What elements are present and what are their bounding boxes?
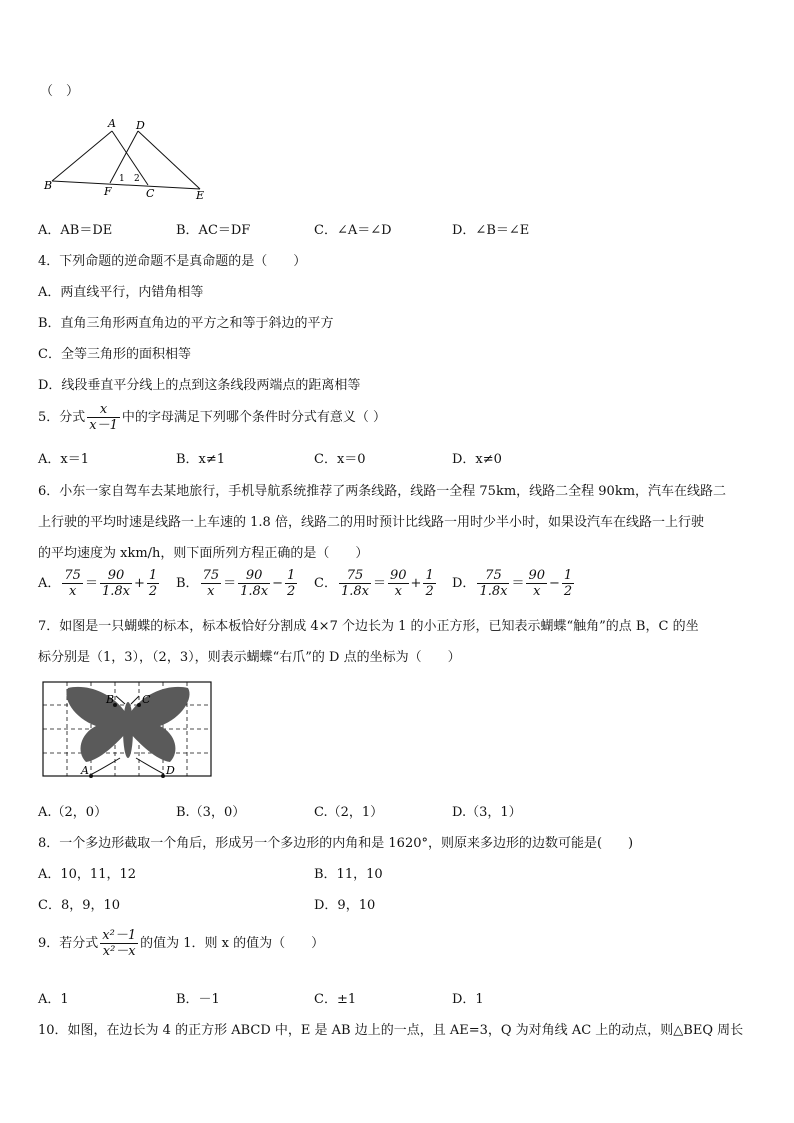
label-A: A <box>81 764 89 777</box>
q6-stem-line2: 上行驶的平均时速是线路一上车速的 1.8 倍，线路二的用时预计比线路一用时少半小时，如果设汽车在线路一上行驶 <box>38 515 704 530</box>
label-C: C <box>146 187 155 200</box>
butterfly-shape <box>66 687 189 762</box>
q4-option-b: B．直角三角形两直角边的平方之和等于斜边的平方 <box>38 316 334 331</box>
q8-option-b: B．11，10 <box>314 867 383 882</box>
label-D: D <box>166 764 175 777</box>
q9-option-a: A．1 <box>38 992 69 1007</box>
q8-option-a: A．10，11，12 <box>38 867 137 882</box>
q9-option-b: B．－1 <box>176 992 220 1007</box>
q7-stem-line2: 标分别是（1，3），（2，3），则表示蝴蝶“右爪”的 D 点的坐标为（ ） <box>38 650 461 665</box>
q7-option-d: D.（3，1） <box>452 805 522 820</box>
q4-option-a: A．两直线平行，内错角相等 <box>38 285 204 300</box>
q7-option-a: A.（2，0） <box>38 805 108 820</box>
q5-stem: 5．分式 $\frac{x}{x-1}$ 中的字母满足下列哪个条件时分式有意义（ ） <box>38 402 387 433</box>
q7-option-b: B.（3，0） <box>176 805 246 820</box>
q6-option-c: C． $\frac{75}{1.8x}$ ＝ $\frac{90}{x}$ + $\frac{1}{2}$ <box>314 568 434 599</box>
q7-stem-line1: 7．如图是一只蝴蝶的标本，标本板恰好分割成 4×7 个边长为 1 的小正方形，已知表示蝴蝶“触角”的点 B，C 的坐 <box>38 619 699 634</box>
label-B: B <box>44 179 53 192</box>
label-D: D <box>136 119 145 132</box>
q5-fraction: $\frac{x}{x-1}$ <box>89 402 118 433</box>
q9-option-c: C．±1 <box>314 992 357 1007</box>
q8-option-d: D．9，10 <box>314 898 376 913</box>
q4-option-d: D．线段垂直平分线上的点到这条线段两端点的距离相等 <box>38 378 361 393</box>
label-E: E <box>196 189 205 202</box>
label-A: A <box>108 117 116 130</box>
butterfly-figure <box>40 678 216 778</box>
q7-option-c: C.（2，1） <box>314 805 384 820</box>
q6-stem-line1: 6．小东一家自驾车去某地旅行，手机导航系统推荐了两条线路，线路一全程 75km，线路二全程 90km，汽车在线路二 <box>38 484 727 499</box>
q5-option-a: A．x＝1 <box>38 452 89 467</box>
label-F: F <box>104 185 112 198</box>
q6-stem-line3: 的平均速度为 xkm/h，则下面所列方程正确的是（ ） <box>38 546 369 561</box>
answer-paren: （ ） <box>40 84 80 99</box>
angle-1-label: 1 <box>119 174 125 184</box>
q8-stem: 8．一个多边形截取一个角后，形成另一个多边形的内角和是 1620°，则原来多边形的边数可能是( ) <box>38 836 634 851</box>
q10-stem: 10．如图，在边长为 4 的正方形 ABCD 中，E 是 AB 边上的一点，且 AE=3，Q 为对角线 AC 上的动点，则△BEQ 周长 <box>38 1023 744 1038</box>
q3-option-d: D．∠B＝∠E <box>452 223 530 238</box>
q5-option-c: C．x＝0 <box>314 452 366 467</box>
q3-option-c: C．∠A＝∠D <box>314 223 392 238</box>
q6-option-d: D． $\frac{75}{1.8x}$ ＝ $\frac{90}{x}$ − $\frac{1}{2}$ <box>452 568 573 599</box>
q4-option-c: C．全等三角形的面积相等 <box>38 347 191 362</box>
q9-option-d: D．1 <box>452 992 484 1007</box>
q9-fraction: $\frac{\text{x²－1}}{\text{x²－x}}$ <box>102 928 137 959</box>
q5-option-d: D．x≠0 <box>452 452 502 467</box>
label-C: C <box>142 693 151 706</box>
q9-stem: 9．若分式 $\frac{\text{x²－1}}{\text{x²－x}}$ 的值为 1．则 x 的值为（ ） <box>38 928 325 959</box>
q8-option-c: C．8，9，10 <box>38 898 121 913</box>
q5-option-b: B．x≠1 <box>176 452 226 467</box>
q3-option-b: B．AC＝DF <box>176 223 251 238</box>
angle-2-label: 2 <box>134 174 140 184</box>
q3-option-a: A．AB＝DE <box>38 223 113 238</box>
label-B: B <box>106 693 115 706</box>
q6-option-b: B． $\frac{75}{x}$ ＝ $\frac{90}{1.8x}$ − $\frac{1}{2}$ <box>176 568 296 599</box>
q4-stem: 4．下列命题的逆命题不是真命题的是（ ） <box>38 254 307 269</box>
q6-option-a: A． $\frac{75}{x}$ ＝ $\frac{90}{1.8x}$ + $\frac{1}{2}$ <box>38 568 158 599</box>
triangle-figure <box>40 115 220 207</box>
